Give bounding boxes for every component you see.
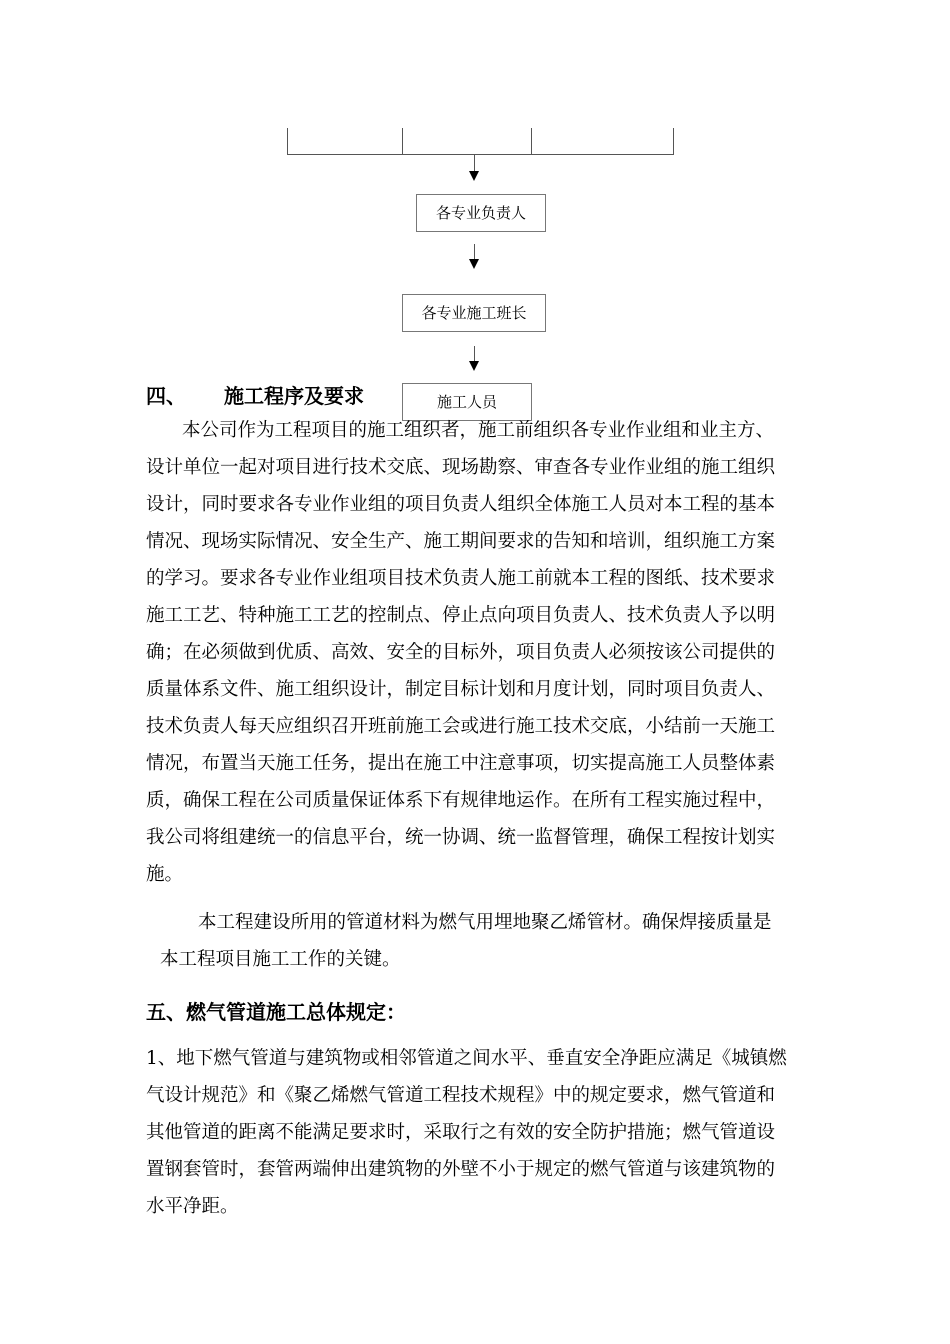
text-line: 质量体系文件、施工组织设计，制定目标计划和月度计划，同时项目负责人、 bbox=[146, 679, 776, 700]
text-line: 施工工艺、特种施工工艺的控制点、停止点向项目负责人、技术负责人予以明 bbox=[146, 605, 776, 626]
text-line: 的学习。要求各专业作业组项目技术负责人施工前就本工程的图纸、技术要求 bbox=[146, 568, 776, 589]
connector-line bbox=[402, 128, 403, 155]
flow-box-label: 各专业施工班长 bbox=[421, 304, 527, 322]
text-line: 质，确保工程在公司质量保证体系下有规律地运作。在所有工程实施过程中， bbox=[146, 790, 776, 811]
section-5-heading bbox=[146, 996, 406, 1025]
connector-line bbox=[474, 244, 475, 259]
arrow-down-icon bbox=[469, 361, 479, 371]
text-line: 技术负责人每天应组织召开班前施工会或进行施工技术交底，小结前一天施工 bbox=[146, 716, 776, 737]
text-line: 本公司作为工程项目的施工组织者，施工前组织各专业作业组和业主方、 bbox=[182, 420, 775, 441]
connector-line bbox=[531, 128, 532, 155]
section-4-heading bbox=[146, 380, 364, 409]
text-line: 设计单位一起对项目进行技术交底、现场勘察、审查各专业作业组的施工组织 bbox=[146, 457, 776, 478]
section-title: 施工程序及要求 bbox=[224, 384, 364, 408]
flow-box-specialty-leads bbox=[416, 194, 546, 232]
connector-line bbox=[673, 128, 674, 155]
text-line: 本工程项目施工工作的关键。 bbox=[160, 949, 401, 970]
connector-line bbox=[474, 346, 475, 362]
connector-line bbox=[474, 155, 475, 172]
text-line: 施。 bbox=[146, 864, 184, 885]
connector-bar bbox=[287, 154, 674, 155]
flow-box-team-leaders bbox=[402, 294, 546, 332]
text-line: 设计，同时要求各专业作业组的项目负责人组织全体施工人员对本工程的基本 bbox=[146, 494, 776, 515]
section-5-paragraph-1 bbox=[146, 1040, 787, 1225]
text-line: 置钢套管时，套管两端伸出建筑物的外壁不小于规定的燃气管道与该建筑物的 bbox=[146, 1159, 776, 1180]
section-title: 五、燃气管道施工总体规定： bbox=[146, 1000, 406, 1024]
flow-box-label: 施工人员 bbox=[436, 393, 497, 411]
text-line: 情况、现场实际情况、安全生产、施工期间要求的告知和培训，组织施工方案 bbox=[146, 531, 776, 552]
text-line: 本工程建设所用的管道材料为燃气用埋地聚乙烯管材。确保焊接质量是 bbox=[198, 912, 772, 933]
text-line: 我公司将组建统一的信息平台，统一协调、统一监督管理，确保工程按计划实 bbox=[146, 827, 776, 848]
section-4-paragraph-1 bbox=[146, 412, 775, 893]
flow-box-label: 各专业负责人 bbox=[435, 204, 526, 222]
text-line: 确；在必须做到优质、高效、安全的目标外，项目负责人必须按该公司提供的 bbox=[146, 642, 776, 663]
text-line: 气设计规范》和《聚乙烯燃气管道工程技术规程》中的规定要求，燃气管道和 bbox=[146, 1085, 776, 1106]
arrow-down-icon bbox=[469, 171, 479, 181]
text-line: 情况，布置当天施工任务，提出在施工中注意事项，切实提高施工人员整体素 bbox=[146, 753, 776, 774]
arrow-down-icon bbox=[469, 259, 479, 269]
section-4-paragraph-2 bbox=[160, 904, 772, 978]
connector-line bbox=[287, 128, 288, 155]
section-number: 四、 bbox=[146, 384, 186, 408]
text-line: 水平净距。 bbox=[146, 1196, 239, 1217]
text-line: 1、地下燃气管道与建筑物或相邻管道之间水平、垂直安全净距应满足《城镇燃 bbox=[146, 1048, 787, 1069]
text-line: 其他管道的距离不能满足要求时，采取行之有效的安全防护措施；燃气管道设 bbox=[146, 1122, 776, 1143]
